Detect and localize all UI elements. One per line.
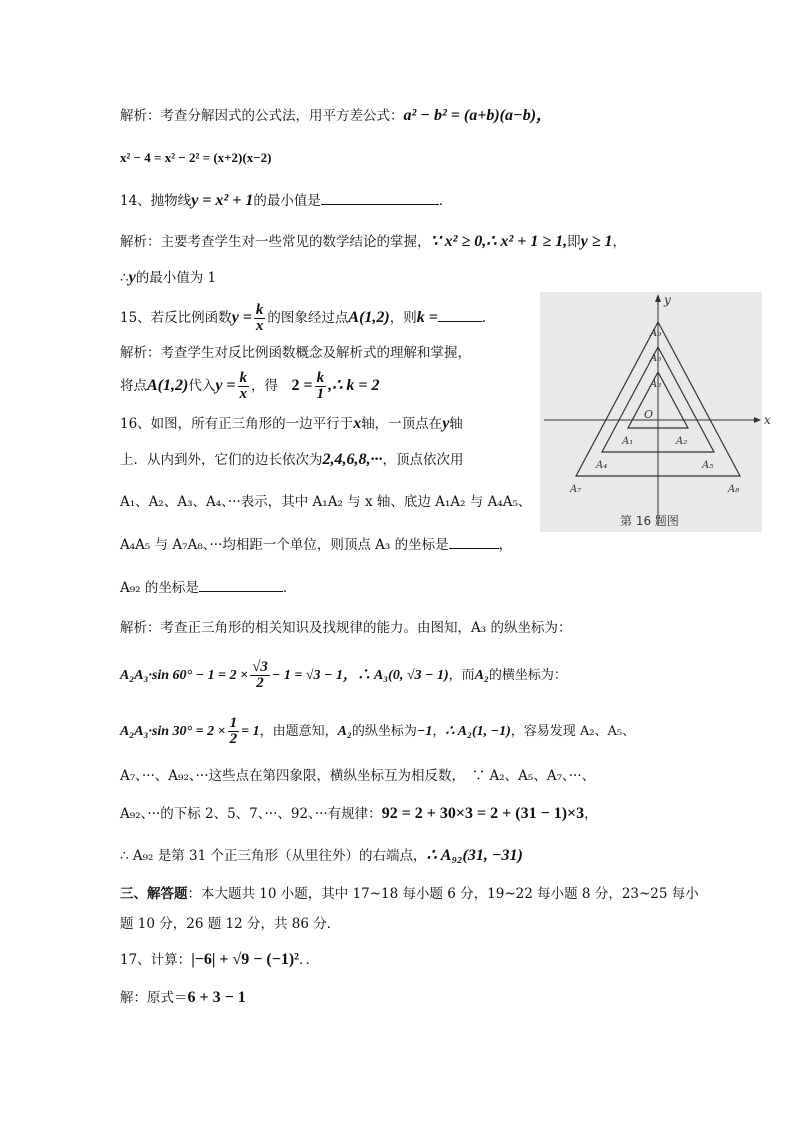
q13-analysis-text: 解析：考查分解因式的公式法，用平方差公式：: [120, 108, 404, 124]
q15-lhs: y =: [231, 309, 252, 326]
q15-analysis-text: 解析：考查学生对反比例函数概念及解析式的理解和掌握，: [120, 345, 471, 361]
label-a3: A₃: [650, 379, 662, 390]
q13-formula: a² − b² = (a+b)(a−b)，: [403, 107, 553, 124]
q15-prefix: 15、若反比例函数: [120, 310, 232, 326]
label-a5: A₅: [702, 460, 714, 471]
q16-an-l3-i: ，容易发现 A₂、A₅、: [510, 724, 636, 739]
q16-an-l1: 解析：考查正三角形的相关知识及找规律的能力。由图知，A₃ 的纵坐标为：: [120, 620, 572, 636]
q16-an-l3-frac: [228, 716, 240, 747]
q16-an-l3-c: ，由题意知，: [259, 724, 338, 739]
q15-sub-fraction: [238, 371, 250, 402]
q16-an-l2-d: A₂: [474, 668, 489, 683]
y-axis-arrow: [655, 294, 661, 302]
q16-an-l6-b: ∴ A₉₂(31, −31): [426, 847, 523, 864]
q16-an-l6-a: ∴ A₉₂ 是第 31 个正三角形（从里往外）的右端点，: [120, 848, 427, 864]
q16-an-l2-b: − 1 = √3 − 1，∴ A₃(0, √3 − 1): [271, 668, 449, 683]
q15-question: 15、若反比例函数y = $\frac{k}{x}$ 的图象经过点A(1,2)，则k = ．: [120, 302, 496, 334]
q16-l2-suffix: ，顶点依次用: [382, 452, 464, 468]
q16-l3-text: A₁、A₂、A₃、A₄、···表示，其中 A₁A₂ 与 x 轴、底边 A₁A₂ 与 A₄A₅、: [120, 494, 532, 510]
q15-answer-blank[interactable]: [438, 307, 482, 322]
q16-a3-blank[interactable]: [449, 534, 499, 549]
q16-l5-text: A₉₂ 的坐标是: [120, 580, 199, 596]
section3-line2: [120, 914, 340, 934]
q16-an-l5-c: ，: [584, 806, 598, 822]
q14-analysis-formula2: y ≥ 1: [580, 233, 613, 250]
q15-sub-frac2-num: k: [316, 370, 325, 386]
q15-suffix: ，则: [389, 310, 417, 326]
q16-line5: A₉₂ 的坐标是 ．: [120, 577, 296, 598]
q14-question: 14、抛物线y = x² + 1的最小值是 ．: [120, 192, 453, 209]
q13-analysis-line: [120, 106, 552, 126]
q15-frac-den: x: [255, 318, 264, 334]
q16-analysis-line1: [120, 618, 571, 638]
q14-therefore: ∴: [120, 270, 129, 286]
q16-analysis-line3: [120, 716, 635, 747]
q16-an-l2-frac-num: √3: [252, 659, 268, 675]
q16-l1-x: x: [353, 415, 362, 432]
q16-line4: A₄A₅ 与 A₇A₈、···均相距一个单位，则顶点 A₃ 的坐标是 ，: [120, 534, 512, 555]
q16-an-l3-e: 的纵坐标为: [351, 724, 417, 739]
q16-analysis-line5: [120, 804, 598, 824]
q13-work-formula: x² − 4 = x² − 2² = (x+2)(x−2): [120, 150, 272, 165]
q17-prefix: 17、计算：: [120, 952, 192, 968]
label-a6: A₆: [650, 353, 662, 364]
q15-analysis: [120, 343, 471, 363]
label-a8: A₈: [728, 484, 740, 495]
q14-analysis-mid: 即: [567, 234, 581, 250]
q16-l1-suffix: 轴: [449, 416, 463, 432]
section3-line1: [120, 884, 699, 904]
q14-conclusion: [120, 268, 216, 288]
label-a2: A₂: [676, 436, 688, 447]
section3-rest: ：本大题共 10 小题，其中 17~18 每小题 6 分，19~22 每小题 8 分，23~25 每小: [187, 886, 699, 902]
label-a7: A₇: [570, 484, 582, 495]
q14-analysis-formula: ∵ x² ≥ 0,∴ x² + 1 ≥ 1,: [430, 233, 568, 250]
q16-an-l3-a: A₂A₃·sin 30° = 2 ×: [120, 724, 226, 739]
q16-line2: [120, 450, 464, 470]
q16-an-l3-b: = 1: [241, 724, 260, 739]
section3-title: 三、解答题: [120, 886, 188, 902]
q15-sub-frac2-den: 1: [316, 386, 325, 402]
q16-figure: [540, 292, 771, 532]
q14-conclusion-text: 的最小值为 1: [135, 270, 217, 286]
q15-sub-frac-den: x: [239, 386, 248, 402]
label-a1: A₁: [622, 436, 634, 447]
q15-k: k =: [416, 309, 438, 326]
q15-mid: 的图象经过点: [267, 310, 349, 326]
q16-l1-prefix: 16、如图，所有正三角形的一边平行于: [120, 416, 354, 432]
q16-an-l4: A₇、···、A₉₂、···这些点在第四象限，横纵坐标互为相反数， ∵ A₂、A₅、A₇、···、: [120, 768, 596, 784]
q16-an-l2-frac-den: 2: [256, 675, 264, 691]
q16-an-l3-d: A₂: [337, 724, 352, 739]
q15-sub-mid: 代入: [188, 378, 216, 394]
q16-an-l3-frac-den: 2: [229, 731, 238, 747]
q16-l4-text: A₄A₅ 与 A₇A₈、···均相距一个单位，则顶点 A₃ 的坐标是: [120, 537, 449, 553]
q15-frac-num: k: [255, 302, 264, 318]
q16-an-l3-h: ∴ A₂(1, −1): [445, 724, 511, 739]
q16-an-l2-frac: [250, 660, 270, 691]
q16-l2-prefix: 上．从内到外，它们的边长依次为: [120, 452, 323, 468]
q16-an-l2-c: ，而: [448, 668, 475, 683]
label-a9: A₉: [650, 328, 662, 339]
q14-suffix: 的最小值是: [253, 193, 321, 209]
q16-an-l3-f: −1: [416, 724, 433, 739]
q17-answer-prefix: 解：原式＝: [120, 990, 188, 1006]
q16-an-l5-b: 92 = 2 + 30×3 = 2 + (31 − 1)×3: [381, 805, 585, 822]
q15-sub-prefix: 将点: [120, 378, 147, 394]
section3-line2-text: 题 10 分，26 题 12 分，共 86 分．: [120, 916, 341, 932]
q14-formula: y = x² + 1: [191, 192, 254, 209]
q15-sub-fraction2: [315, 371, 327, 402]
q16-l2-seq: 2,4,6,8,···: [322, 451, 383, 468]
q16-an-l5-a: A₉₂、···的下标 2、5、7、···、92、···有规律：: [120, 806, 382, 822]
q16-line3: [120, 492, 531, 512]
q16-an-l3-g: ，: [432, 724, 446, 739]
q17-question: [120, 950, 319, 970]
q16-an-l2-a: A₂A₃·sin 60° − 1 = 2 ×: [120, 668, 249, 683]
q15-sub-get: ，得: [251, 378, 279, 394]
q13-work-line: [120, 148, 271, 168]
x-label: x: [764, 413, 771, 427]
q16-l1-mid: 轴，一顶点在: [361, 416, 443, 432]
q15-sub-eq: 2 =: [291, 377, 313, 394]
q16-analysis-line6: [120, 846, 523, 866]
q14-prefix: 14、抛物线: [120, 193, 192, 209]
q15-sub-result: ,∴ k = 2: [328, 377, 380, 394]
q14-var: y: [128, 269, 136, 286]
q15-point: A(1,2): [348, 309, 390, 326]
q16-analysis-line2: [120, 660, 567, 691]
q16-line1: [120, 414, 463, 434]
label-origin: O: [644, 408, 654, 421]
q15-sub-lhs: y =: [215, 377, 236, 394]
q16-an-l3-frac-num: 1: [229, 715, 238, 731]
q16-a92-blank[interactable]: [199, 577, 283, 592]
q17-suffix: ．．: [298, 952, 320, 968]
q15-fraction: [254, 303, 266, 334]
q16-analysis-line4: [120, 766, 595, 786]
q16-an-l2-e: 的横坐标为：: [488, 668, 567, 683]
q17-formula: |−6| + √9 − (−1)²: [191, 951, 299, 968]
y-label: y: [664, 293, 671, 307]
q16-l1-y: y: [442, 415, 450, 432]
figure-caption: 第 16 题图: [620, 514, 679, 528]
triangle-diagram: [540, 292, 771, 532]
label-a4: A₄: [596, 460, 608, 471]
q17-answer: [120, 988, 246, 1008]
x-axis-arrow: [754, 417, 761, 423]
q14-answer-blank[interactable]: [321, 190, 439, 205]
q15-sub-frac-num: k: [239, 370, 248, 386]
q17-answer-formula: 6 + 3 − 1: [187, 989, 246, 1006]
q15-sub-point: A(1,2): [147, 377, 189, 394]
q14-analysis: 解析：主要考查学生对一些常见的数学结论的掌握，∵ x² ≥ 0,∴ x² + 1 ≥ 1,即y ≥ 1，: [120, 233, 627, 250]
q14-analysis-text: 解析：主要考查学生对一些常见的数学结论的掌握，: [120, 234, 431, 250]
q15-substitution: [120, 371, 379, 402]
